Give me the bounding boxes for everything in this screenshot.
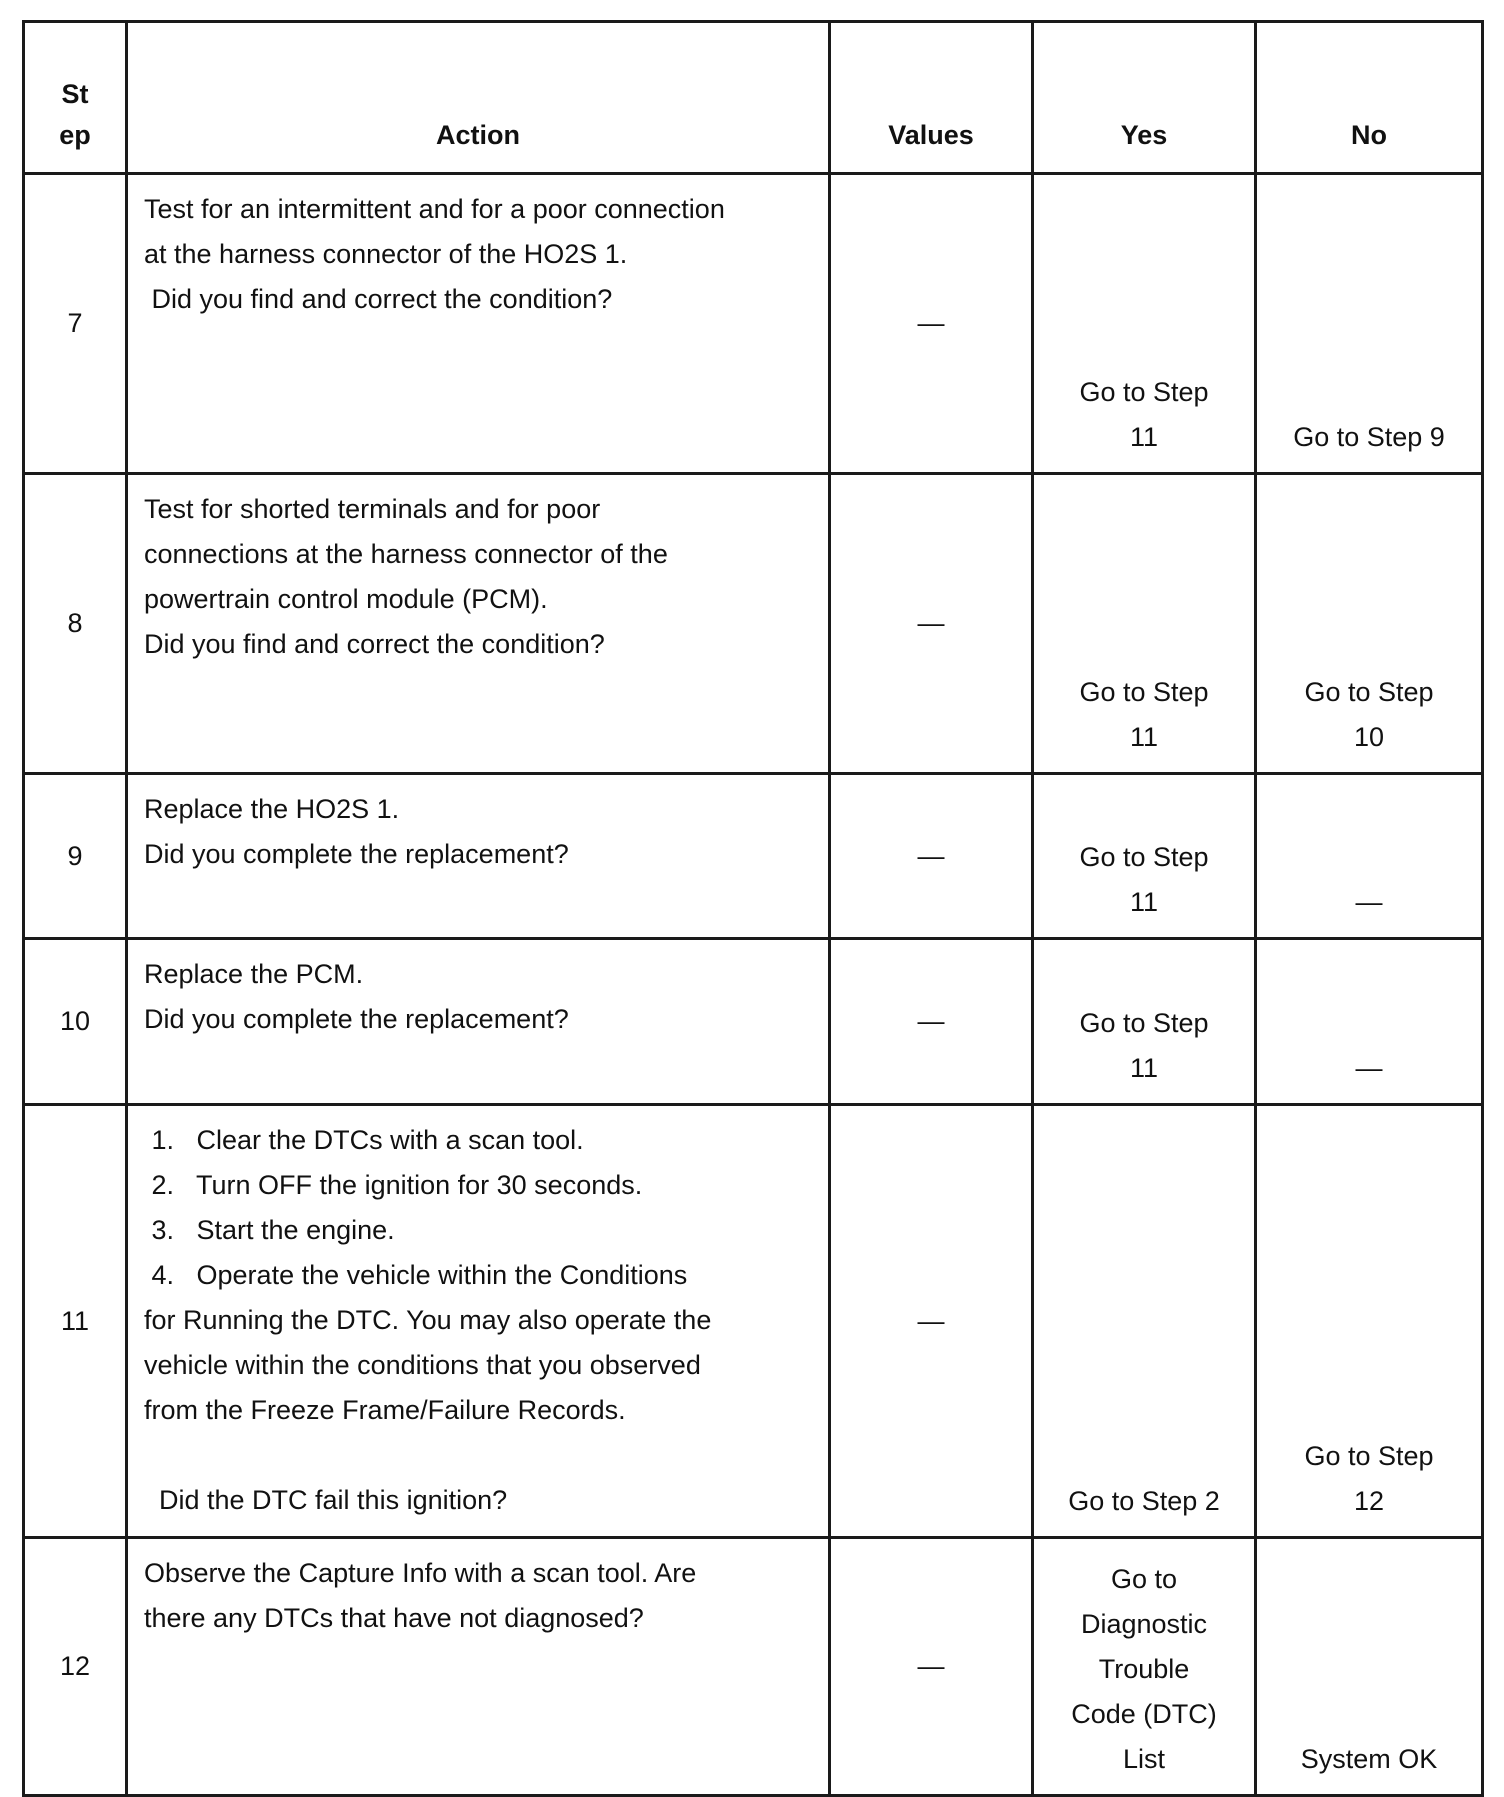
yes-cell: Go to Step 11 — [1033, 474, 1256, 774]
action-line: at the harness connector of the HO2S 1. — [144, 239, 628, 269]
step-number: 10 — [24, 939, 127, 1105]
action-line: vehicle within the conditions that you observed — [144, 1350, 701, 1380]
action-line: from the Freeze Frame/Failure Records. — [144, 1395, 626, 1425]
action-cell — [127, 474, 830, 774]
table-row — [24, 939, 1483, 1105]
action-line: Did you complete the replacement? — [144, 839, 569, 869]
step-number: 11 — [24, 1105, 127, 1538]
action-line: Did you find and correct the condition? — [144, 629, 605, 659]
table-row — [24, 474, 1483, 774]
no-cell: Go to Step 12 — [1256, 1105, 1483, 1538]
header-yes: Yes — [1033, 22, 1256, 174]
values-cell: — — [830, 174, 1033, 474]
action-cell — [127, 1105, 830, 1538]
action-line: 3. Start the engine. — [144, 1215, 395, 1245]
yes-cell: Go to Diagnostic Trouble Code (DTC) List — [1033, 1538, 1256, 1796]
values-cell: — — [830, 774, 1033, 939]
values-cell: — — [830, 1105, 1033, 1538]
no-cell: Go to Step 9 — [1256, 174, 1483, 474]
yes-cell: Go to Step 11 — [1033, 774, 1256, 939]
step-number: 9 — [24, 774, 127, 939]
step-number: 7 — [24, 174, 127, 474]
values-cell: — — [830, 474, 1033, 774]
action-cell — [127, 174, 830, 474]
action-line: Test for an intermittent and for a poor connection — [144, 194, 725, 224]
action-line: Replace the HO2S 1. — [144, 794, 400, 824]
no-cell: System OK — [1256, 1538, 1483, 1796]
yes-cell: Go to Step 11 — [1033, 174, 1256, 474]
action-line: there any DTCs that have not diagnosed? — [144, 1603, 644, 1633]
action-line: Observe the Capture Info with a scan tool. Are — [144, 1558, 697, 1588]
header-step: St ep — [24, 22, 127, 174]
action-line: Replace the PCM. — [144, 959, 364, 989]
no-cell: — — [1256, 939, 1483, 1105]
no-cell: — — [1256, 774, 1483, 939]
table-body — [24, 174, 1483, 1796]
yes-cell: Go to Step 2 — [1033, 1105, 1256, 1538]
action-line: 1. Clear the DTCs with a scan tool. — [144, 1125, 584, 1155]
header-no: No — [1256, 22, 1483, 174]
action-cell — [127, 774, 830, 939]
diagnostic-table — [22, 20, 1484, 1797]
header-action: Action — [127, 22, 830, 174]
action-line: Did the DTC fail this ignition? — [144, 1485, 508, 1515]
action-line: 4. Operate the vehicle within the Conditions — [144, 1260, 688, 1290]
step-number: 8 — [24, 474, 127, 774]
values-cell: — — [830, 1538, 1033, 1796]
no-cell: Go to Step 10 — [1256, 474, 1483, 774]
action-line: for Running the DTC. You may also operate the — [144, 1305, 712, 1335]
action-cell — [127, 1538, 830, 1796]
table-row — [24, 774, 1483, 939]
action-line: 2. Turn OFF the ignition for 30 seconds. — [144, 1170, 643, 1200]
action-line — [144, 1433, 812, 1478]
action-line: Did you find and correct the condition? — [144, 284, 613, 314]
header-row — [24, 22, 1483, 174]
action-cell — [127, 939, 830, 1105]
action-line: powertrain control module (PCM). — [144, 584, 548, 614]
yes-cell: Go to Step 11 — [1033, 939, 1256, 1105]
step-number: 12 — [24, 1538, 127, 1796]
table-row — [24, 174, 1483, 474]
values-cell: — — [830, 939, 1033, 1105]
action-line: connections at the harness connector of the — [144, 539, 668, 569]
table-row — [24, 1538, 1483, 1796]
action-line: Did you complete the replacement? — [144, 1004, 569, 1034]
header-values: Values — [830, 22, 1033, 174]
action-line: Test for shorted terminals and for poor — [144, 494, 601, 524]
table-row — [24, 1105, 1483, 1538]
